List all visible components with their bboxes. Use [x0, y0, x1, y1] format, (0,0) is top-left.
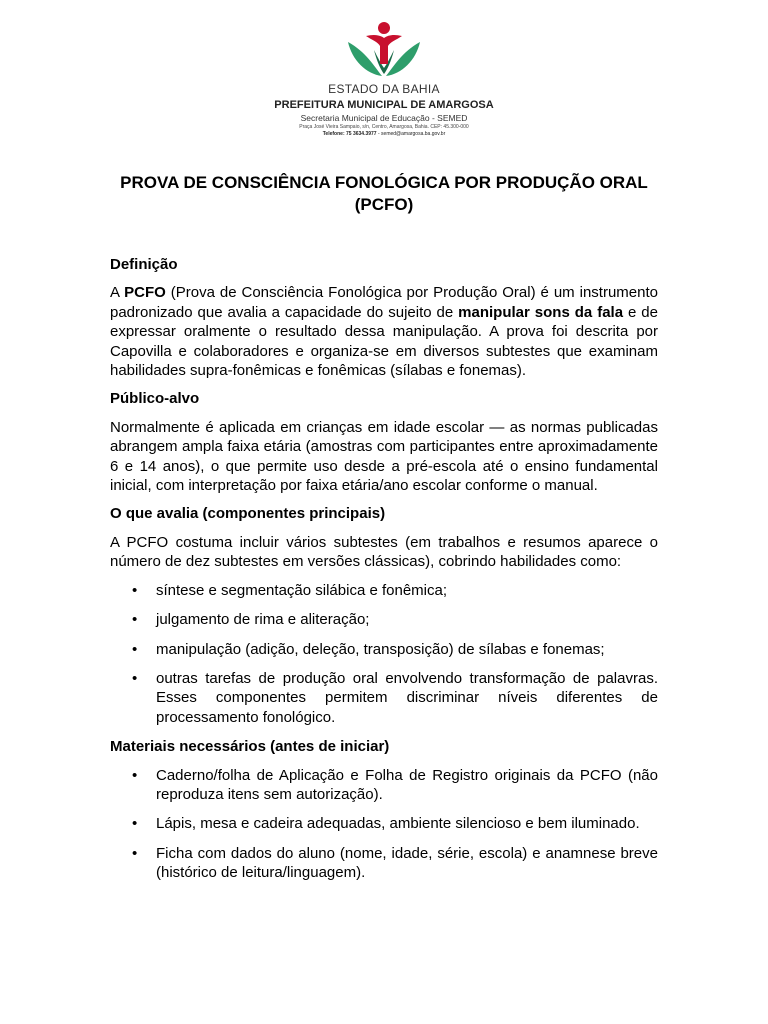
list-item-text: outras tarefas de produção oral envolvendo transformação de palavras. Esses componentes permitem discriminar níveis diferentes de processamento fonológico. [156, 669, 658, 726]
avalia-paragraph: A PCFO costuma incluir vários subtestes (em trabalhos e resumos aparece o número de dez subtestes em versões clássicas), cobrindo habilidades como: [110, 533, 658, 571]
section-heading-avalia: O que avalia (componentes principais) [110, 505, 386, 523]
section-heading-definicao: Definição [110, 256, 178, 273]
list-item [110, 581, 658, 600]
email-address: semed@amargosa.ba.gov.br [381, 131, 446, 137]
bullet-icon: • [132, 640, 138, 658]
letterhead-address: Praça José Vieira Sampaio, s/n, Centro, Amargosa, Bahia. CEP: 45.300-000 [299, 124, 469, 130]
list-item [110, 640, 658, 659]
list-item-text: Lápis, mesa e cadeira adequadas, ambiente silencioso e bem iluminado. [156, 815, 640, 833]
bullet-icon: • [132, 815, 138, 833]
phone-number: 75 3634.3977 [346, 131, 377, 137]
letterhead-state: ESTADO DA BAHIA [328, 82, 440, 96]
list-item-text: julgamento de rima e aliteração; [156, 611, 370, 629]
letterhead-prefeitura: PREFEITURA MUNICIPAL DE AMARGOSA [274, 99, 494, 111]
bold-pcfo: PCFO [124, 284, 166, 302]
bullet-icon: • [132, 844, 138, 862]
definicao-paragraph [110, 283, 658, 380]
amargosa-logo-icon [344, 20, 424, 80]
section-heading-publico: Público-alvo [110, 390, 200, 408]
letterhead-contact: Telefone: 75 3634.3977 - semed@amargosa.ba.gov.br [322, 131, 446, 137]
text-span: A [110, 284, 125, 302]
bullet-icon: • [132, 669, 138, 687]
list-item-text: Caderno/folha de Aplicação e Folha de Registro originais da PCFO (não reproduza itens sem autorização). [156, 766, 658, 803]
publico-paragraph: Normalmente é aplicada em crianças em idade escolar — as normas publicadas abrangem ampla faixa etária (amostras com participantes entre aproximadamente 6 e 14 anos), o que permite uso desde a pré-escola até o ensino fundamental inicial, com interpretação por faixa etária/ano escolar conforme o manual. [110, 418, 658, 495]
list-item [110, 610, 658, 629]
list-item [110, 814, 658, 833]
list-item [110, 766, 658, 805]
list-item [110, 669, 658, 727]
bullet-icon: • [132, 611, 138, 629]
bullet-icon: • [132, 766, 138, 784]
list-item-text: manipulação (adição, deleção, transposição) de sílabas e fonemas; [156, 640, 605, 658]
bold-manipular: manipular sons da fala [458, 303, 624, 321]
document-body [110, 255, 658, 893]
section-heading-materiais: Materiais necessários (antes de iniciar) [110, 738, 390, 756]
text-span: (Prova de Consciência Fonológica por Produção Oral) é um instrumento padronizado que avalia a capacidade do sujeito de [110, 284, 658, 321]
list-item-text: síntese e segmentação silábica e fonêmica; [156, 581, 447, 599]
list-item [110, 844, 658, 883]
letterhead-secretaria: Secretaria Municipal de Educação - SEMED [300, 113, 468, 123]
bullet-icon: • [132, 581, 138, 599]
avalia-list [110, 581, 658, 727]
text-span: e de expressar oralmente o resultado dessa manipulação. A prova foi descrita por Capovilla e colaboradores e organiza-se em diversos subtestes que examinam habilidades supra-fonêmicas e fonêmicas (sílabas e fonemas). [110, 303, 658, 380]
document-title: PROVA DE CONSCIÊNCIA FONOLÓGICA POR PRODUÇÃO ORAL (PCFO) [120, 173, 648, 214]
list-item-text: Ficha com dados do aluno (nome, idade, série, escola) e anamnese breve (histórico de leitura/linguagem). [156, 844, 658, 882]
materiais-list [110, 766, 658, 883]
phone-label: Telefone: [322, 131, 345, 137]
